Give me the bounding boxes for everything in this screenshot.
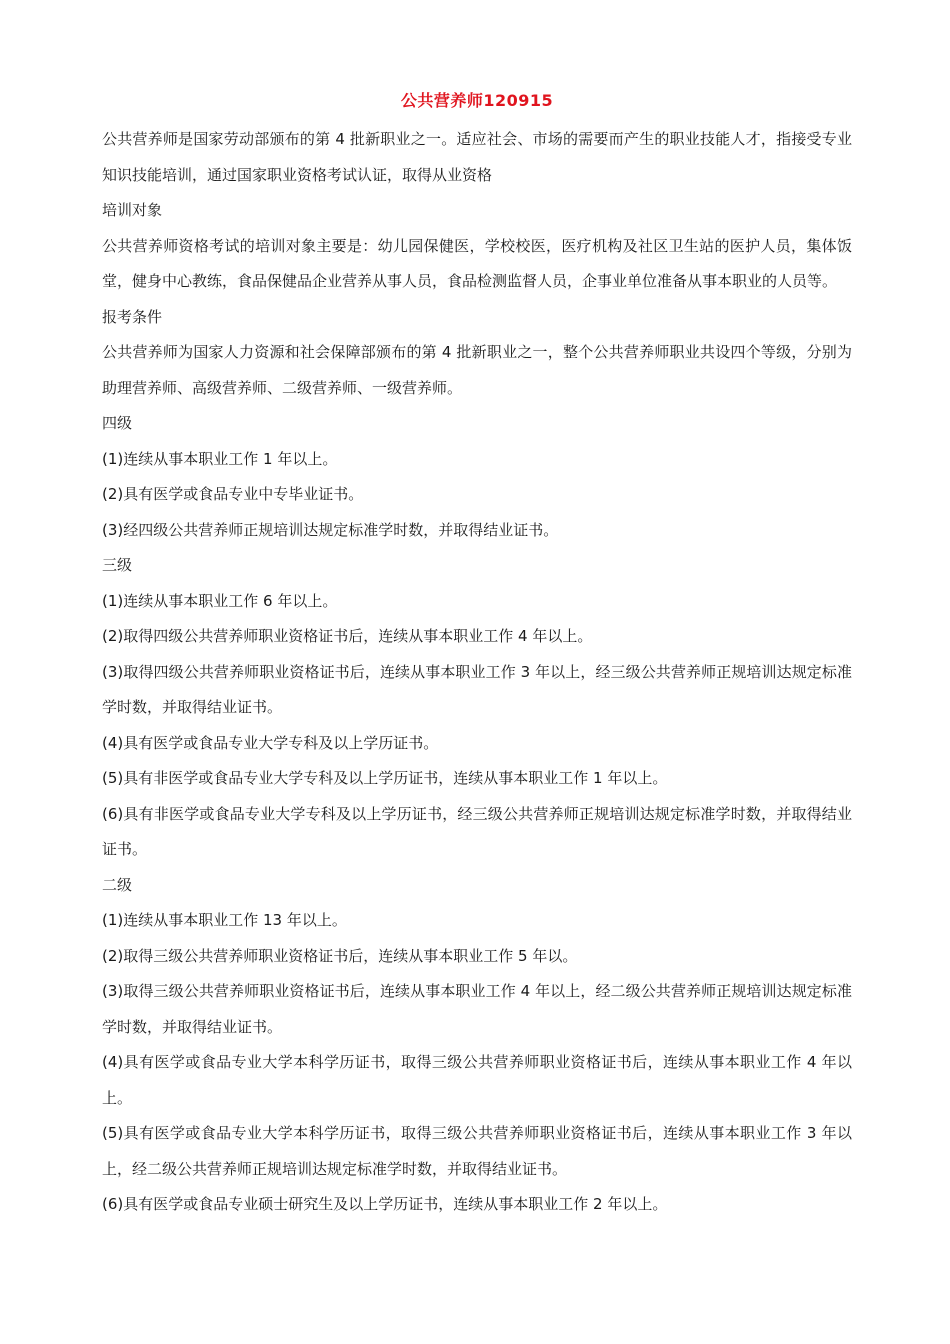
- document-page: [102, 88, 852, 1223]
- document-body: [102, 122, 852, 1223]
- list-item: (4)具有医学或食品专业大学专科及以上学历证书。: [102, 733, 439, 752]
- list-item: (5)具有医学或食品专业大学本科学历证书，取得三级公共营养师职业资格证书后，连续从事本职业工作 3 年以上，经二级公共营养师正规培训达规定标准学时数，并取得结业证书。: [102, 1124, 852, 1178]
- list-item: (3)经四级公共营养师正规培训达规定标准学时数，并取得结业证书。: [102, 520, 559, 539]
- list-item: (3)取得四级公共营养师职业资格证书后，连续从事本职业工作 3 年以上，经三级公共营养师正规培训达规定标准学时数，并取得结业证书。: [102, 662, 852, 716]
- training-target-paragraph: 公共营养师资格考试的培训对象主要是：幼儿园保健医，学校校医，医疗机构及社区卫生站的医护人员，集体饭堂，健身中心教练，食品保健品企业营养从事人员，食品检测监督人员，企事业单位准备从事本职业的人员等。: [102, 236, 852, 290]
- intro-paragraph: 公共营养师是国家劳动部颁布的第 4 批新职业之一。适应社会、市场的需要而产生的职业技能人才，指接受专业知识技能培训，通过国家职业资格考试认证，取得从业资格: [102, 130, 852, 184]
- list-item: (2)具有医学或食品专业中专毕业证书。: [102, 485, 364, 503]
- list-item: (2)取得三级公共营养师职业资格证书后，连续从事本职业工作 5 年以。: [102, 946, 578, 965]
- section-heading-requirements: 报考条件: [102, 307, 163, 326]
- list-item: (5)具有非医学或食品专业大学专科及以上学历证书，连续从事本职业工作 1 年以上。: [102, 769, 668, 787]
- list-item: (1)连续从事本职业工作 6 年以上。: [102, 591, 338, 610]
- section-heading-training-target: 培训对象: [102, 201, 163, 219]
- document-title: 公共营养师120915: [400, 91, 554, 110]
- list-item: (2)取得四级公共营养师职业资格证书后，连续从事本职业工作 4 年以上。: [102, 627, 593, 645]
- list-item: (1)连续从事本职业工作 13 年以上。: [102, 911, 347, 929]
- list-item: (3)取得三级公共营养师职业资格证书后，连续从事本职业工作 4 年以上，经二级公共营养师正规培训达规定标准学时数，并取得结业证书。: [102, 982, 852, 1036]
- level-heading-two: 二级: [102, 875, 133, 894]
- requirements-paragraph: 公共营养师为国家人力资源和社会保障部颁布的第 4 批新职业之一，整个公共营养师职业共设四个等级，分别为助理营养师、高级营养师、二级营养师、一级营养师。: [102, 343, 852, 397]
- list-item: (4)具有医学或食品专业大学本科学历证书，取得三级公共营养师职业资格证书后，连续从事本职业工作 4 年以上。: [102, 1053, 852, 1107]
- level-heading-four: 四级: [102, 414, 133, 432]
- list-item: (6)具有医学或食品专业硕士研究生及以上学历证书，连续从事本职业工作 2 年以上。: [102, 1195, 668, 1213]
- list-item: (6)具有非医学或食品专业大学专科及以上学历证书，经三级公共营养师正规培训达规定标准学时数，并取得结业证书。: [102, 804, 852, 858]
- list-item: (1)连续从事本职业工作 1 年以上。: [102, 449, 338, 468]
- level-heading-three: 三级: [102, 556, 133, 574]
